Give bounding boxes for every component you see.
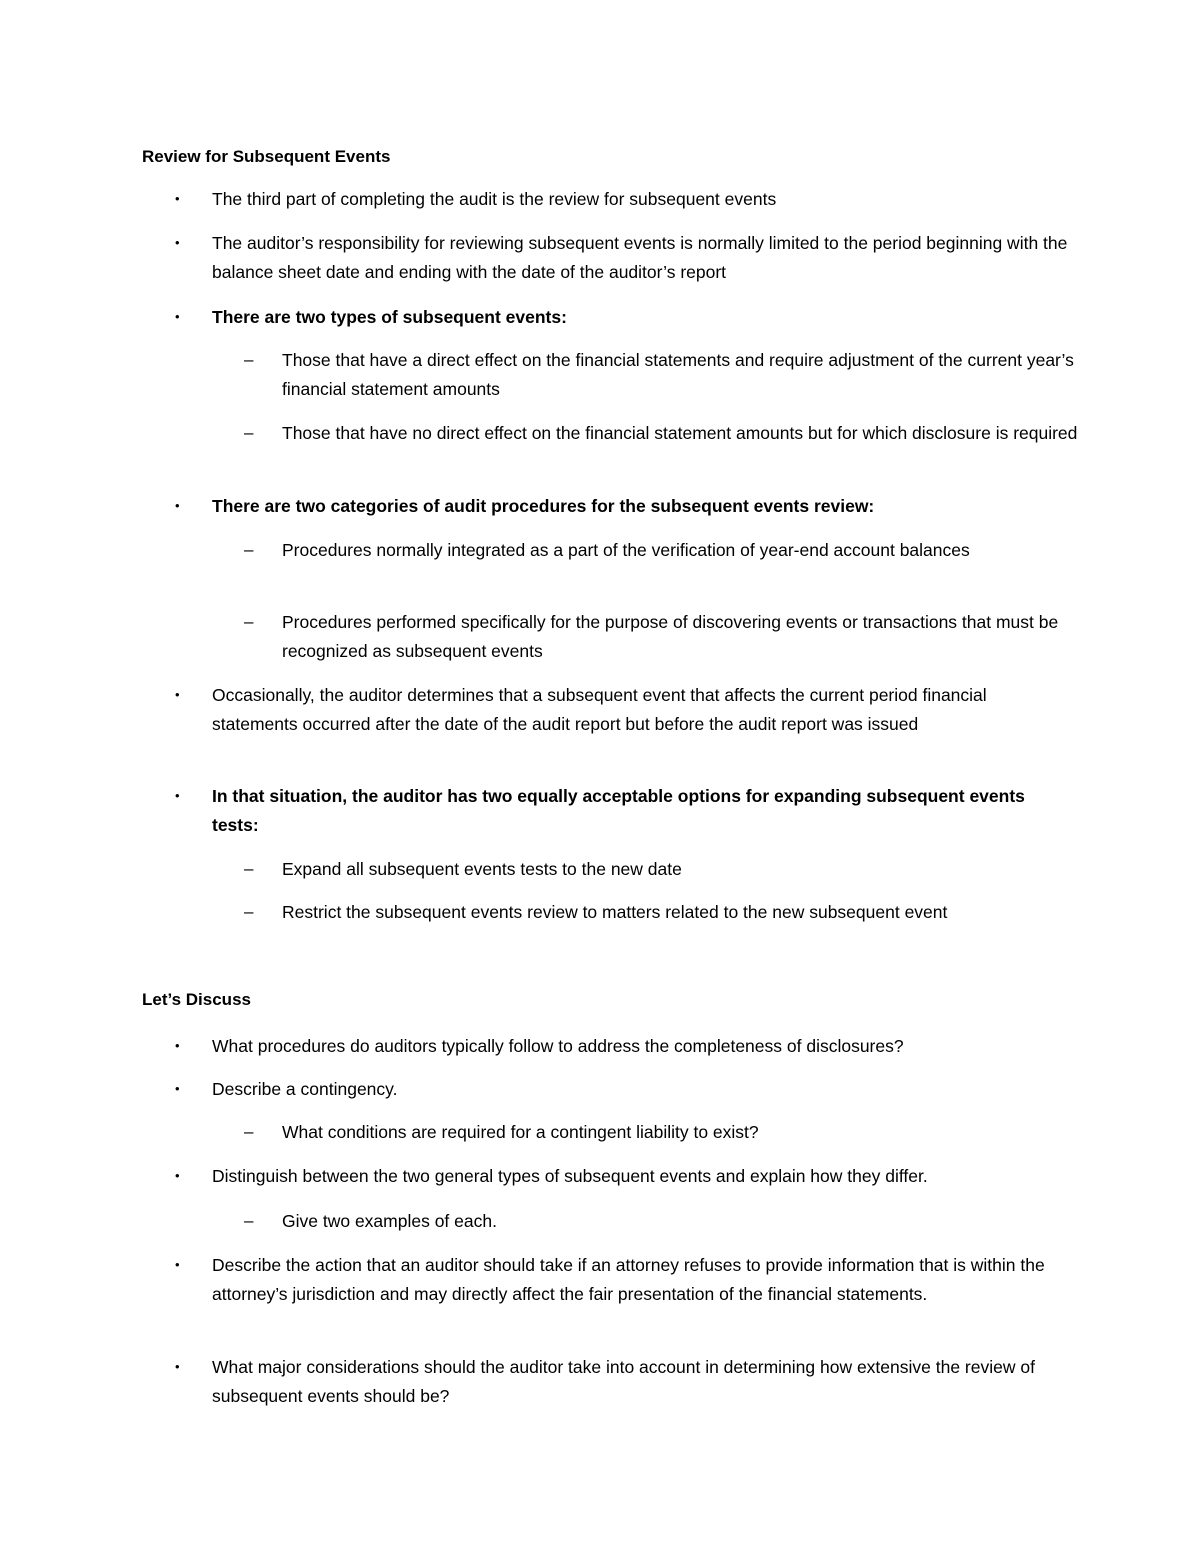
dash-marker: – [244,540,254,559]
bullet-item [174,185,1074,214]
bullet-marker: • [175,1038,180,1053]
bullet-text: Describe a contingency. [212,1079,398,1099]
sub-item-text: Those that have no direct effect on the financial statement amounts but for which disclosure is required [282,423,1078,443]
dash-marker: – [244,1122,254,1141]
bullet-item [174,1075,1074,1104]
bullet-text: There are two types of subsequent events: [212,307,567,327]
bullet-item [174,1251,1074,1308]
sub-item-text: Restrict the subsequent events review to matters related to the new subsequent event [282,902,948,922]
bullet-text: There are two categories of audit procedures for the subsequent events review: [212,496,875,516]
bullet-marker: • [175,788,180,803]
bullet-item [174,303,1074,332]
bullet-text: The third part of completing the audit is the review for subsequent events [212,189,777,209]
section-heading: Review for Subsequent Events [142,147,391,166]
bullet-text: Distinguish between the two general types of subsequent events and explain how they differ. [212,1166,928,1186]
bullet-marker: • [175,235,180,250]
bullet-text: In that situation, the auditor has two equally acceptable options for expanding subsequent events tests: [212,786,1025,835]
bullet-marker: • [175,1081,180,1096]
bullet-item [174,782,1074,839]
bullet-item [174,229,1074,286]
bullet-text: What major considerations should the auditor take into account in determining how extensive the review of subsequent events should be? [212,1357,1035,1406]
sub-item [244,536,1084,565]
sub-item [244,608,1084,665]
bullet-text: Occasionally, the auditor determines that a subsequent event that affects the current period financial statements occurred after the date of the audit report but before the audit report was issued [212,685,987,734]
bullet-text: Describe the action that an auditor should take if an attorney refuses to provide information that is within the attorney’s jurisdiction and may directly affect the fair presentation of the financial statements. [212,1255,1045,1304]
bullet-item [174,1162,1074,1191]
dash-marker: – [244,859,254,878]
dash-marker: – [244,1211,254,1230]
bullet-item [174,681,1074,738]
dash-marker: – [244,423,254,442]
sub-item-text: Give two examples of each. [282,1211,497,1231]
dash-marker: – [244,902,254,921]
sub-item [244,419,1084,448]
bullet-marker: • [175,1359,180,1374]
bullet-marker: • [175,309,180,324]
sub-item-text: Those that have a direct effect on the financial statements and require adjustment of the current year’s financial statement amounts [282,350,1074,399]
sub-item [244,855,1084,884]
section-heading: Let’s Discuss [142,990,251,1009]
sub-item [244,898,1084,927]
sub-item [244,1118,1084,1147]
bullet-item [174,1353,1074,1410]
bullet-marker: • [175,191,180,206]
bullet-marker: • [175,687,180,702]
sub-item-text: What conditions are required for a contingent liability to exist? [282,1122,759,1142]
dash-marker: – [244,612,254,631]
sub-item-text: Expand all subsequent events tests to the new date [282,859,682,879]
bullet-item [174,1032,1074,1061]
sub-item [244,346,1084,403]
sub-item [244,1207,1084,1236]
bullet-text: What procedures do auditors typically follow to address the completeness of disclosures? [212,1036,904,1056]
sub-item-text: Procedures performed specifically for the purpose of discovering events or transactions that must be recognized as subsequent events [282,612,1059,661]
sub-item-text: Procedures normally integrated as a part of the verification of year-end account balances [282,540,970,560]
bullet-marker: • [175,1257,180,1272]
bullet-marker: • [175,498,180,513]
bullet-item [174,492,1074,521]
bullet-text: The auditor’s responsibility for reviewing subsequent events is normally limited to the period beginning with the balance sheet date and ending with the date of the auditor’s report [212,233,1068,282]
dash-marker: – [244,350,254,369]
bullet-marker: • [175,1168,180,1183]
